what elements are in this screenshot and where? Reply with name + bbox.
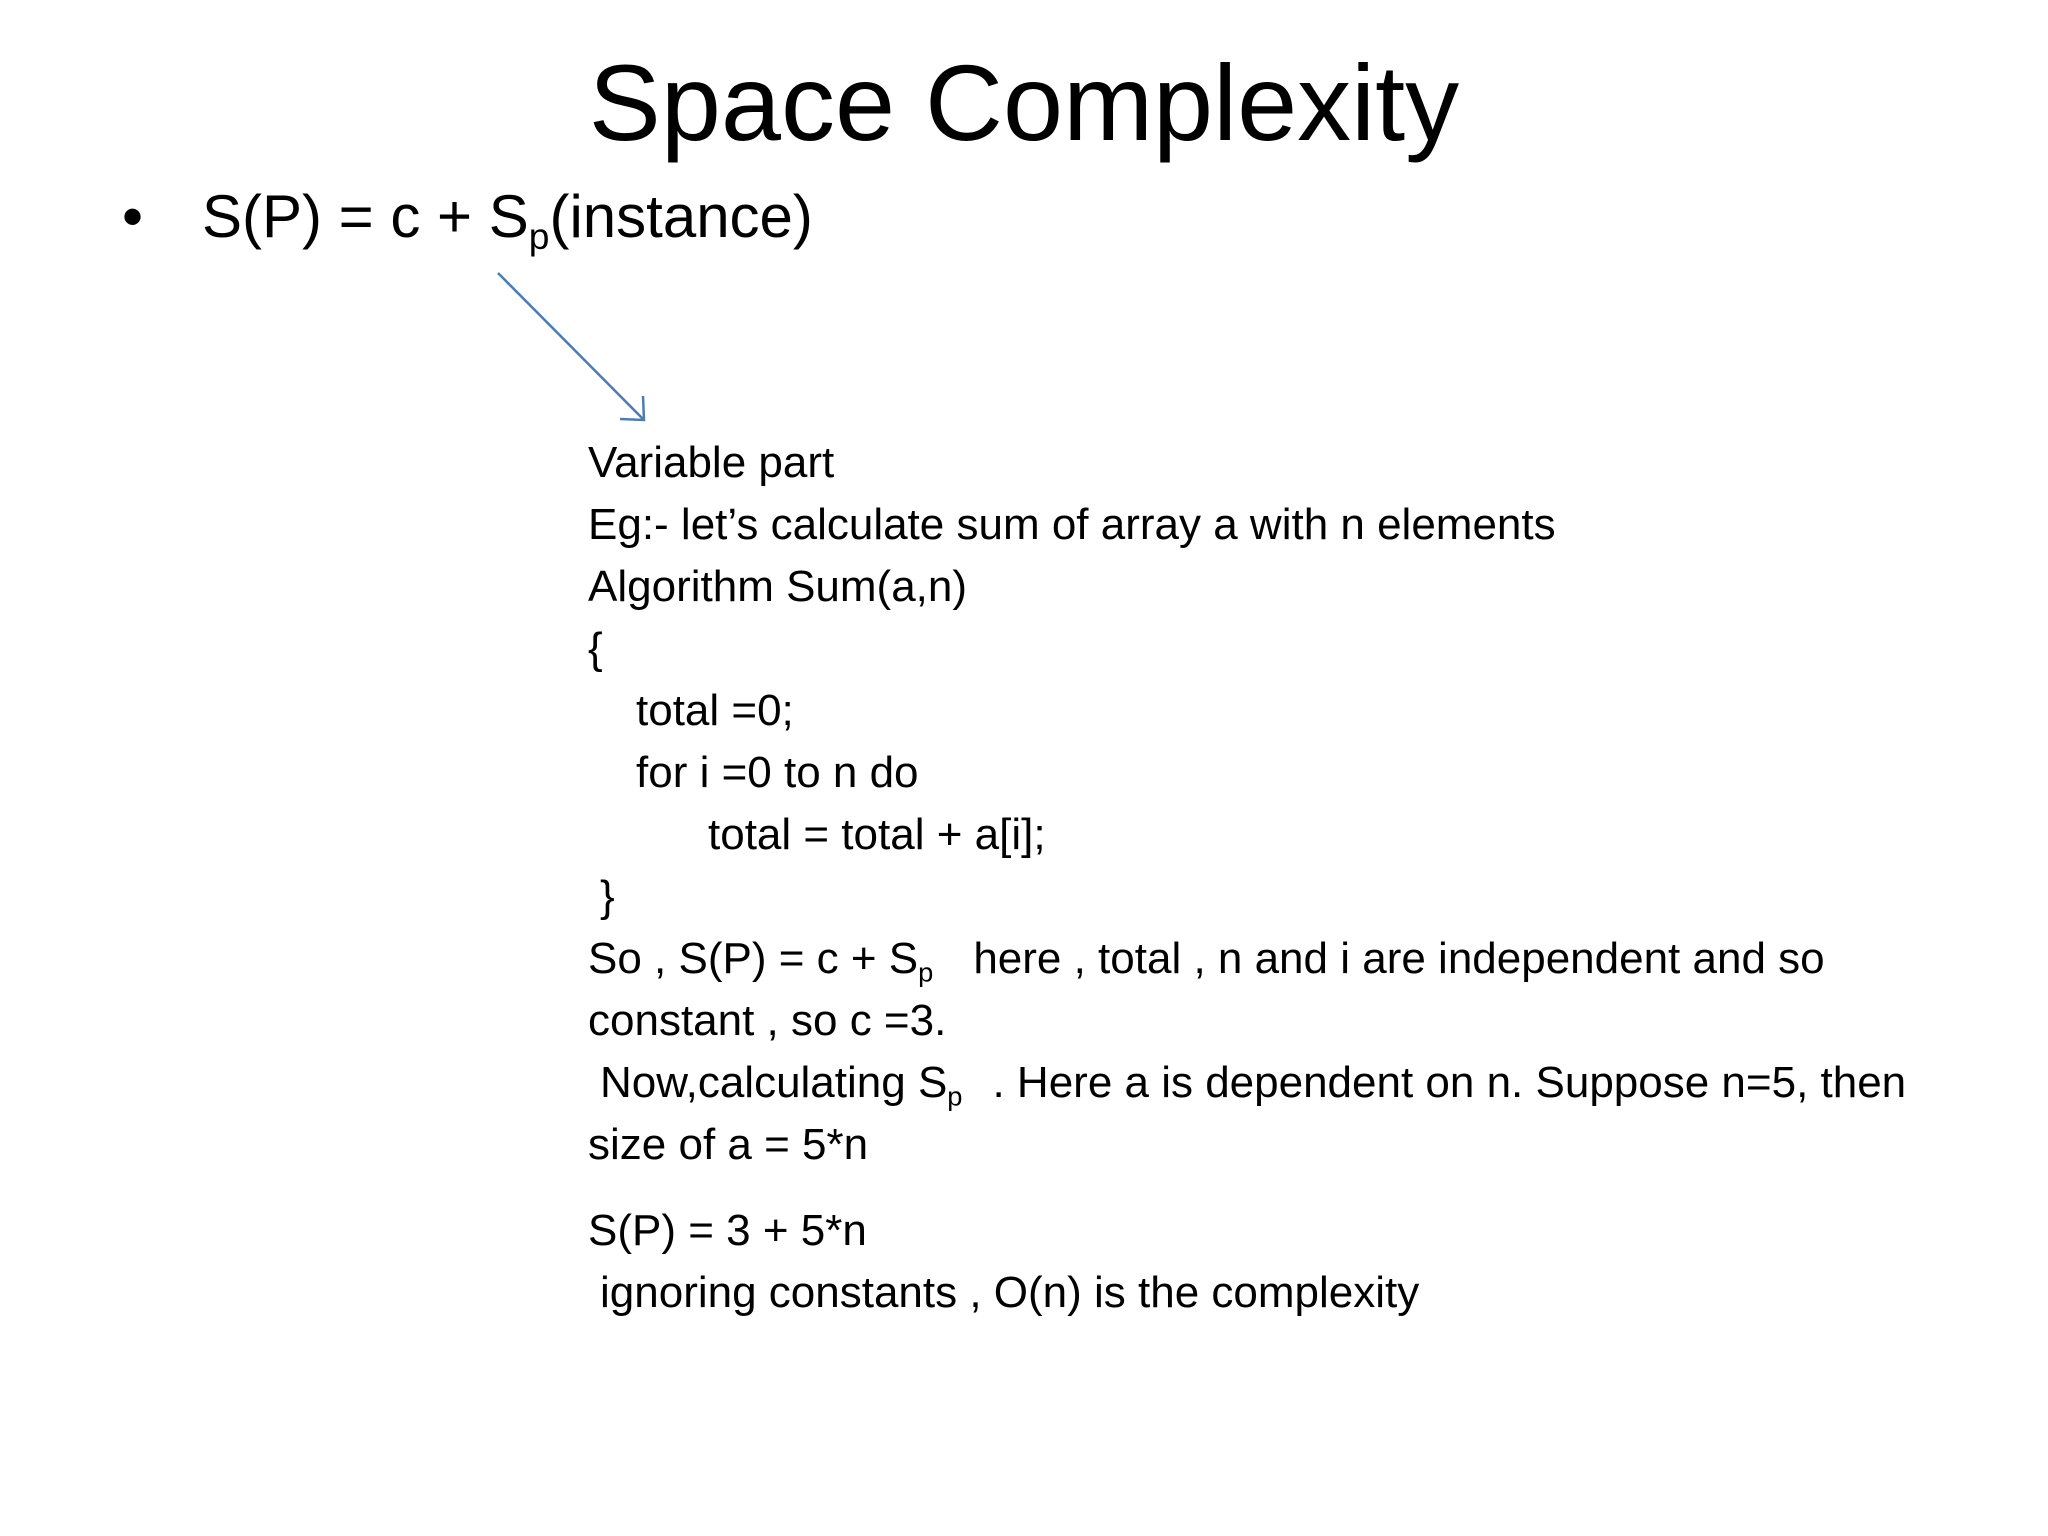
close-brace: } (600, 872, 615, 921)
code-line-for: for i =0 to n do (636, 748, 919, 797)
so-line-prefix: So , S(P) = c + S (588, 934, 919, 983)
result-formula: S(P) = 3 + 5*n (588, 1206, 867, 1255)
so-line-subscript: p (918, 956, 934, 988)
now-line (588, 1052, 1906, 1114)
bullet-dot-icon: • (122, 183, 144, 250)
size-line: size of a = 5*n (588, 1120, 869, 1169)
formula-subscript: p (528, 214, 550, 257)
now-line-prefix: Now,calculating S (600, 1058, 948, 1107)
so-line-suffix: here , total , n and i are independent and so (973, 934, 1825, 983)
formula-prefix: S(P) = c + S (202, 183, 529, 250)
variable-part-label: Variable part (588, 438, 835, 487)
example-intro: Eg:- let’s calculate sum of array a with n elements (588, 500, 1556, 549)
constant-line: constant , so c =3. (588, 996, 947, 1045)
explanation-block (588, 432, 1906, 1324)
formula-suffix: (instance) (549, 183, 813, 250)
algorithm-header: Algorithm Sum(a,n) (588, 562, 968, 611)
conclusion-line: ignoring constants , O(n) is the complexity (600, 1268, 1420, 1317)
code-line-sum: total = total + a[i]; (708, 810, 1046, 859)
now-line-suffix: . Here a is dependent on n. Suppose n=5, then (992, 1058, 1907, 1107)
formula-text (202, 180, 813, 257)
code-line-total: total =0; (636, 686, 794, 735)
open-brace: { (588, 624, 603, 673)
now-line-subscript: p (947, 1080, 963, 1112)
so-line (588, 928, 1906, 990)
slide-title: Space Complexity (588, 42, 1460, 163)
